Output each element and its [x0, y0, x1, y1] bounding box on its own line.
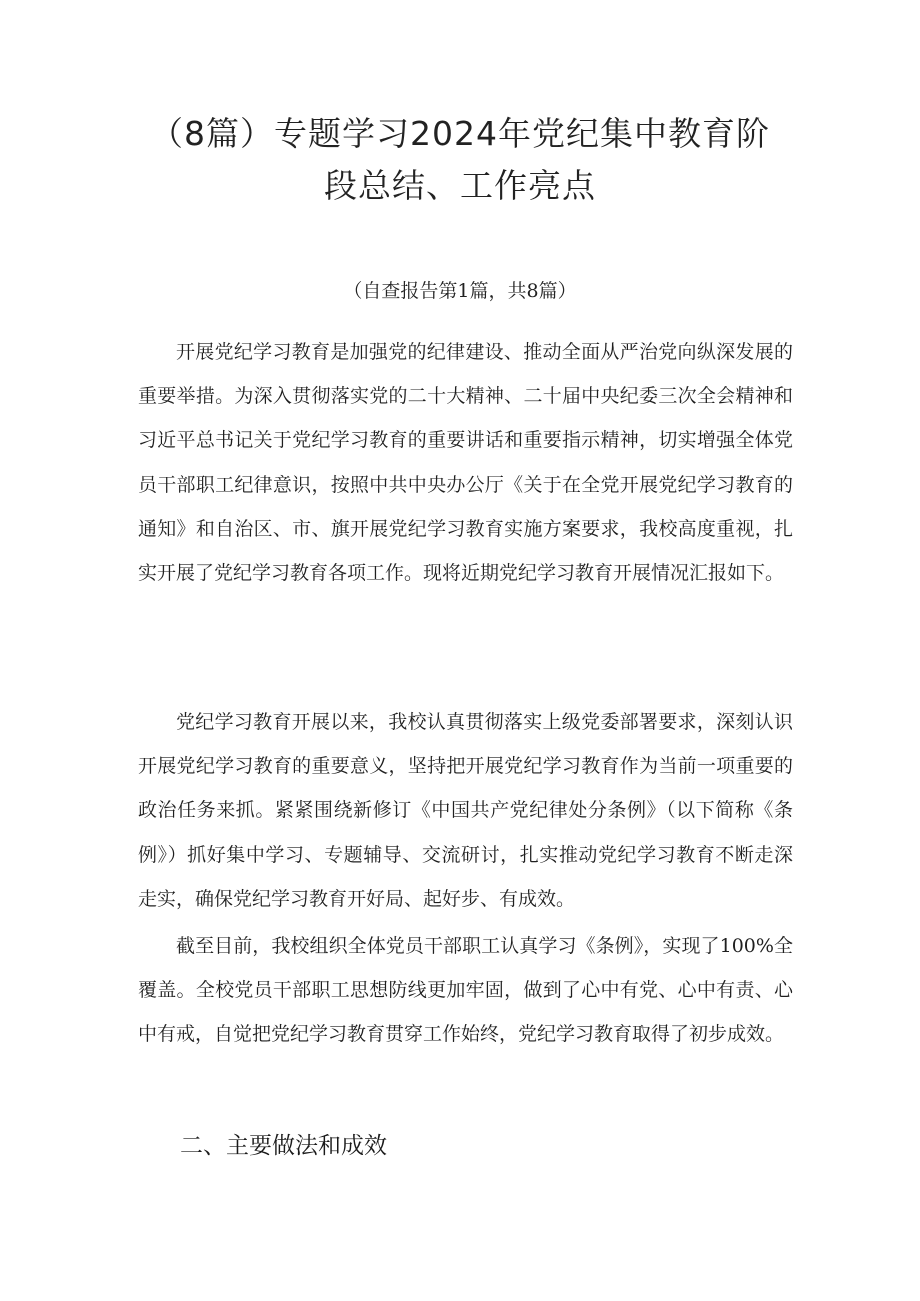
document-subtitle: （自查报告第1篇，共8篇） [343, 280, 577, 302]
title-line-1: （8篇）专题学习2024年党纪集中教育阶 [150, 114, 770, 153]
title-line-2: 段总结、工作亮点 [324, 166, 596, 205]
section-heading: 二、主要做法和成效 [180, 1133, 387, 1159]
paragraph-progress: 截至目前，我校组织全体党员干部职工认真学习《条例》，实现了100%全覆盖。全校党员干部职工思想防线更加牢固，做到了心中有党、心中有责、心中有戒，自觉把党纪学习教育贯穿工作始终，党纪学习教育取得了初步成效。 [138, 935, 793, 1046]
paragraph-overview: 党纪学习教育开展以来，我校认真贯彻落实上级党委部署要求，深刻认识开展党纪学习教育的重要意义，坚持把开展党纪学习教育作为当前一项重要的政治任务来抓。紧紧围绕新修订《中国共产党纪律处分条例》（以下简称《条例》）抓好集中学习、专题辅导、交流研讨，扎实推动党纪学习教育不断走深走实，确保党纪学习教育开好局、起好步、有成效。 [138, 711, 793, 910]
document-title [120, 108, 800, 212]
paragraph-intro: 开展党纪学习教育是加强党的纪律建设、推动全面从严治党向纵深发展的重要举措。为深入贯彻落实党的二十大精神、二十届中央纪委三次全会精神和习近平总书记关于党纪学习教育的重要讲话和重要指示精神，切实增强全体党员干部职工纪律意识，按照中共中央办公厅《关于在全党开展党纪学习教育的通知》和自治区、市、旗开展党纪学习教育实施方案要求，我校高度重视，扎实开展了党纪学习教育各项工作。现将近期党纪学习教育开展情况汇报如下。 [138, 341, 793, 585]
